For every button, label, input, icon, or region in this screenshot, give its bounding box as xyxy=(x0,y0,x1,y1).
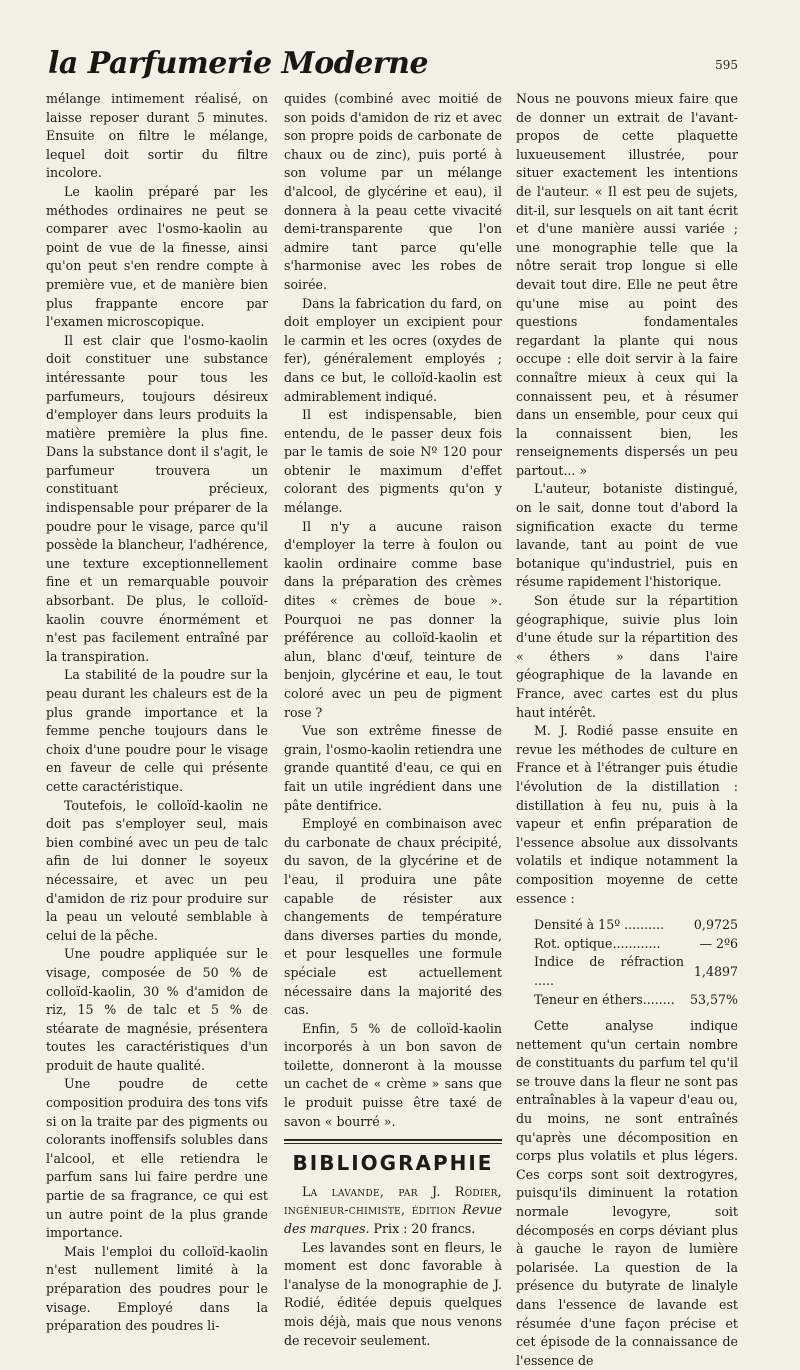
entry-title: La lavande, par J. Rodier, ingénieur-chimiste, édition xyxy=(284,1183,502,1218)
paragraph: La stabilité de la poudre sur la peau durant les chaleurs est de la plus grande importance et la femme penche toujours dans le choix d'une poudre pour le visage en faveur de celle qui présente cette caractéristique. xyxy=(46,667,268,794)
property-value: 0,9725 xyxy=(693,917,738,933)
paragraph: quides (combiné avec moitié de son poids d'amidon de riz et avec son propre poids de carbonate de chaux ou de zinc), puis porté à son volume par un mélange d'alcool, de glycérine et eau), il donnera à la peau cette vivacité demi-transparente que l'on admire tant parce qu'elle s'harmonise avec les robes de soirée. xyxy=(284,91,502,292)
paragraph: Enfin, 5 % de colloïd-kaolin incorporés à un bon savon de toilette, donneront à la mousse un cachet de « crème » sans que le produit puisse être taxé de savon « bourré ». xyxy=(284,1020,502,1129)
property-value: 53,57% xyxy=(689,991,738,1007)
section-rule-thin xyxy=(284,1143,502,1144)
paragraph: mélange intimement réalisé, on laisse reposer durant 5 minutes. Ensuite on filtre le mélange, lequel doit sortir du filtre incolore. xyxy=(46,91,268,181)
table-row xyxy=(534,916,738,935)
bibliography-entry xyxy=(284,1183,502,1239)
section-heading-bibliographie: BIBLIOGRAPHIE xyxy=(292,1151,494,1176)
paragraph: Toutefois, le colloïd-kaolin ne doit pas s'employer seul, mais bien combiné avec un peu de talc afin de lui donner le soyeux nécessaire, et avec un peu d'amidon de riz pour produire sur la peau un velouté semblable à celui de la pêche. xyxy=(46,797,268,943)
property-value: 1,4897 xyxy=(693,963,738,979)
paragraph: Le kaolin préparé par les méthodes ordinaires ne peut se comparer avec l'osmo-kaolin au point de vue de la finesse, ainsi qu'on peut s'en rendre compte à première vue, et de manière bien plus frappante encore par l'examen microscopique. xyxy=(46,183,268,330)
paragraph: Il est clair que l'osmo-kaolin doit constituer une substance intéressante pour tous les parfumeurs, toujours désireux d'employer dans leurs produits la matière première la plus fine. Dans la substance dont il s'agit, le parfumeur trouvera un constituant précieux, indispensable pour préparer de la poudre pour le visage, parce qu'il possède la blancheur, l'adhérence, une texture exceptionnellement fine et un remarquable pouvoir absorbant. De plus, le colloïd-kaolin couvre énormément et n'est pas facilement entraîné par la transpiration. xyxy=(46,332,268,664)
text-column-1 xyxy=(46,90,268,1336)
property-label: Teneur en éthers........ xyxy=(534,991,675,1007)
paragraph: Mais l'emploi du colloïd-kaolin n'est nullement limité à la préparation des poudres pour le visage. Employé dans la préparation des poudres li- xyxy=(46,1243,268,1334)
paragraph: Les lavandes sont en fleurs, le moment est donc favorable à l'analyse de la monographie de J. Rodié, éditée depuis quelques mois déjà, mais que nous venons de recevoir seulement. xyxy=(284,1239,502,1348)
table-row xyxy=(534,935,738,954)
section-rule xyxy=(284,1139,502,1141)
paragraph: Dans la fabrication du fard, on doit employer un excipient pour le carmin et les ocres (oxydes de fer), généralement employés ; dans ce but, le colloïd-kaolin est admirablement indiqué. xyxy=(284,295,502,404)
paragraph: Une poudre appliquée sur le visage, composée de 50 % de colloïd-kaolin, 30 % d'amidon de riz, 15 % de talc et 5 % de stéarate de magnésie, présentera toutes les caractéristiques d'un produit de haute qualité. xyxy=(46,946,268,1073)
property-label: Densité à 15º .......... xyxy=(534,917,665,933)
property-label: Indice de réfraction ..... xyxy=(534,954,684,988)
paragraph: Vue son extrême finesse de grain, l'osmo-kaolin retiendra une grande quantité d'eau, ce qui en fait un utile ingrédient dans une pâte dentifrice. xyxy=(284,723,502,813)
paragraph: Nous ne pouvons mieux faire que de donner un extrait de l'avant-propos de cette plaquette luxueusement illustrée, pour situer exactement les intentions de l'auteur. « Il est peu de sujets, dit-il, sur lesquels on ait tant écrit et d'une manière aussi variée ; une monographie telle que la nôtre serait trop longue si elle devait tout dire. Elle ne peut être qu'une mise au point des questions fondamentales regardant la plante qui nous occupe : elle doit servir à la faire connaître mieux à ceux qui la connaissent peu, et à résumer dans un ensemble, pour ceux qui la connaissent bien, les renseignements dispersés un peu partout... » xyxy=(516,91,738,478)
text-column-3 xyxy=(516,90,738,1370)
property-value: — 2º6 xyxy=(699,935,738,951)
paragraph: M. J. Rodié passe ensuite en revue les méthodes de culture en France et à l'étranger puis étudie l'évolution de la distillation : distillation à feu nu, puis à la vapeur et enfin préparation de l'essence absolue aux dissolvants volatils et indique notamment la composition moyenne de cette essence : xyxy=(516,723,738,906)
masthead-logo: la Parfumerie Moderne xyxy=(48,46,429,81)
paragraph: Employé en combinaison avec du carbonate de chaux précipité, du savon, de la glycérine et de l'eau, il produira une pâte capable de résister aux changements de température dans diverses parties du monde, et pour lesquelles une formule spéciale est actuellement nécessaire dans la majorité des cas. xyxy=(284,816,502,1018)
paragraph: Il n'y a aucune raison d'employer la terre à foulon ou kaolin ordinaire comme base dans la préparation des crèmes dites « crèmes de boue ». Pourquoi ne pas donner la préférence au colloïd-kaolin et alun, blanc d'œuf, teinture de benjoin, glycérine et eau, le tout coloré avec un peu de pigment rose ? xyxy=(284,518,502,720)
paragraph: L'auteur, botaniste distingué, on le sait, donne tout d'abord la signification exacte du terme lavande, tant au point de vue botanique qu'industriel, puis en résume rapidement l'historique. xyxy=(516,481,738,590)
table-row xyxy=(534,953,738,990)
table-row xyxy=(534,991,738,1010)
essence-properties-table xyxy=(534,916,738,1009)
paragraph: Une poudre de cette composition produira des tons vifs si on la traite par des pigments ou colorants inoffensifs solubles dans l'alcool, et elle retiendra le parfum sans lui faire perdre une partie de sa fragrance, ce qui est un autre point de la plus grande importance. xyxy=(46,1076,268,1241)
paragraph: Son étude sur la répartition géographique, suivie plus loin d'une étude sur la répartition des « éthers » dans l'aire géographique de la lavande en France, avec cartes est du plus haut intérêt. xyxy=(516,593,738,720)
text-column-2 xyxy=(284,90,502,1350)
page-number: 595 xyxy=(715,58,738,72)
paragraph: Cette analyse indique nettement qu'un certain nombre de constituants du parfum tel qu'il se trouve dans la fleur ne sont pas entraînables à la vapeur d'eau ou, du moins, ne sont entraînés qu'après une décomposition en corps plus volatils et plus légers. Ces corps sont soit dextrogyres, puisqu'ils diminuent la rotation normale levogyre, soit décomposés en corps déviant plus à gauche le rayon de lumière polarisée. La question de la présence du butyrate de linalyle dans l'essence de lavande est résumée d'une façon précise et cet épisode de la connaissance de l'essence de xyxy=(516,1018,738,1368)
entry-publisher: Revue des marques. xyxy=(284,1202,502,1237)
property-label: Rot. optique............ xyxy=(534,935,661,951)
paragraph: Il est indispensable, bien entendu, de le passer deux fois par le tamis de soie Nº 120 pour obtenir le maximum d'effet colorant des pigments qu'on y mélange. xyxy=(284,407,502,516)
entry-price: Prix : 20 francs. xyxy=(369,1221,476,1237)
